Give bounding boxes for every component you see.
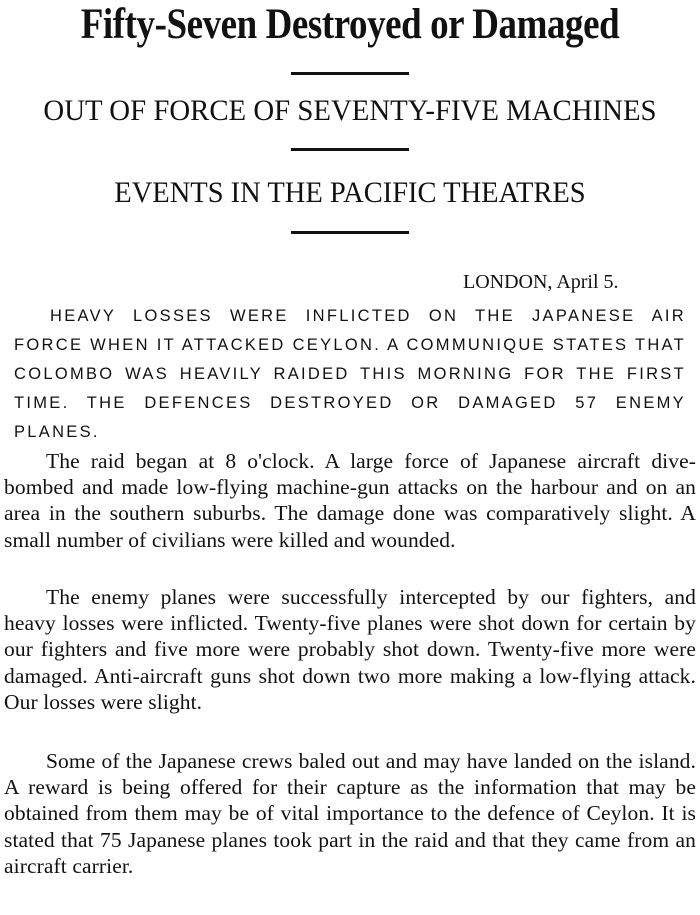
divider-rule xyxy=(291,72,409,75)
body-paragraph: Some of the Japanese crews baled out and may have landed on the island. A reward is being offered for their capture as the information that may be obtained from them may be of vital importance to the defence of Ceylon. It is stated that 75 Japanese planes took part in the raid and that they came from an aircraft carrier. xyxy=(4,749,696,878)
subheadline-pacific: EVENTS IN THE PACIFIC THEATRES xyxy=(114,176,586,209)
divider-rule xyxy=(291,148,409,151)
dateline: LONDON, April 5. xyxy=(463,271,619,293)
lead-paragraph: HEAVY LOSSES WERE INFLICTED ON THE JAPANESE AIR FORCE WHEN IT ATTACKED CEYLON. A COMMUNIQUE STATES THAT COLOMBO WAS HEAVILY RAIDED THIS MORNING FOR THE FIRST TIME. THE DEFENCES DESTROYED OR DAMAGED 57 ENEMY PLANES. xyxy=(14,307,686,441)
body-paragraph: The enemy planes were successfully intercepted by our fighters, and heavy losses were inflicted. Twenty-five planes were shot down for certain by our fighters and five more were probably shot down. Twenty-five more were damaged. Anti-aircraft guns shot down two more making a low-flying attack. Our losses were slight. xyxy=(4,585,696,714)
divider-rule xyxy=(291,231,409,234)
headline: Fifty-Seven Destroyed or Damaged xyxy=(80,1,620,48)
body-paragraph: The raid began at 8 o'clock. A large force of Japanese aircraft dive-bombed and made low-flying machine-gun attacks on the harbour and on an area in the southern suburbs. The damage done was comparatively slight. A small number of civilians were killed and wounded. xyxy=(4,449,696,552)
subheadline-force: OUT OF FORCE OF SEVENTY-FIVE MACHINES xyxy=(43,94,657,127)
